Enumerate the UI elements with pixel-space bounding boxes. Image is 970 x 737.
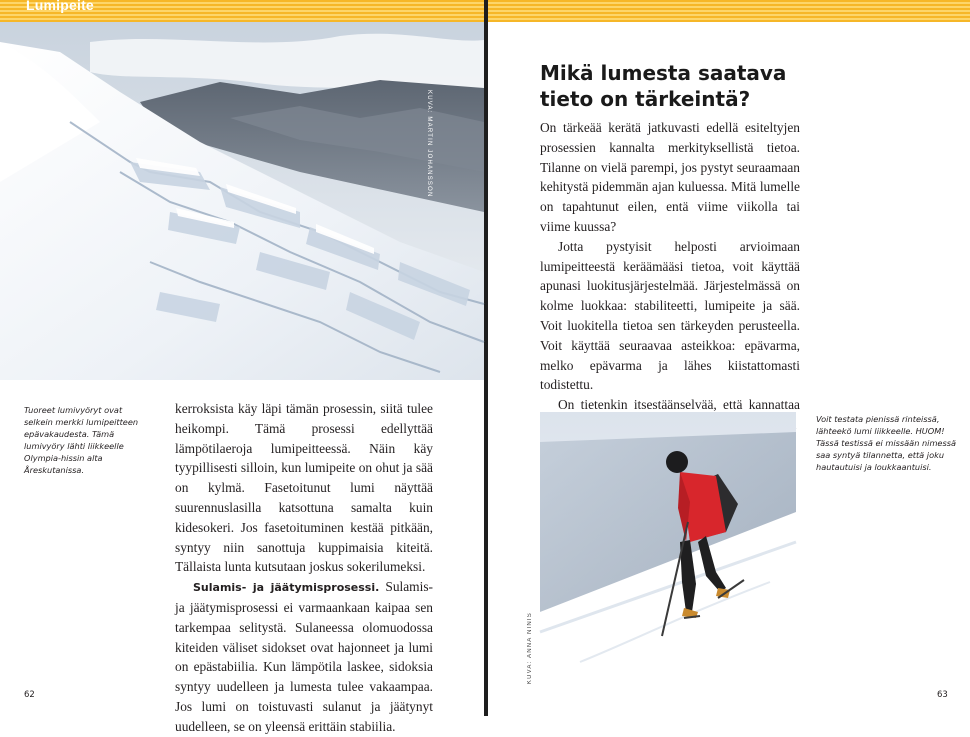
avalanche-photo [0,22,484,380]
skier-illustration [540,412,796,680]
left-paragraph-2-text: Sulamis- ja jäätymisprosessi ei varmaankaan kaipaa sen tarkempaa selitystä. Sulaneessa olomuodossa kiteiden väliset sidokset ovat hajonneet ja lumi on epästabiilia. Kun lämpötila laskee, sidoksia syntyy uudelleen ja lumesta tulee vakaampaa. Jos lumi on toistuvasti sulanut ja jäätynyt uudelleen, se on yleensä erittäin stabiilia. [175,579,433,734]
page-number-left: 62 [24,690,35,700]
avalanche-illustration [0,22,484,380]
page-number-right: 63 [937,690,948,700]
right-paragraph-3: On tietenkin itsestäänselvää, että kannattaa [558,397,800,413]
header-band-right [488,0,970,22]
right-heading: Mikä lumesta saatava tieto on tärkeintä? [540,61,787,111]
right-body-text [540,118,800,435]
left-paragraph-2 [175,577,433,736]
header-band-left [0,0,484,22]
section-title: Lumipeite [26,0,94,13]
caption-left: Tuoreet lumivyöryt ovat selkein merkki lumipeitteen epävakaudesta. Tämä lumivyöry lähti liikkeelle Olympia-hissin alta Åreskutanissa. [24,405,139,475]
photo-credit-bottom: KUVA: ANNA NINIS [527,612,533,685]
skier-photo [540,412,796,680]
right-paragraph-2: Jotta pystyisit helposti arvioimaan lumipeitteestä keräämääsi tietoa, voit käyttää apunasi luokitusjärjestelmää. Järjestelmässä on kolme luokkaa: stabiliteetti, lumipeite ja sää. Voit luokitella tietoa sen tärkeyden perusteella. Voit käyttää seuraavaa asteikkoa: epävarma, melko epävarma ja lähes kiistattomasti todistettu. [540,238,800,393]
caption-right: Voit testata pienissä rinteissä, lähteekö lumi liikkeelle. HUOM! Tässä testissä ei missään nimessä saa syntyä tilannetta, että joku hautautuisi ja loukkaantuisi. [816,414,957,472]
photo-credit-top: KUVA: MARTIN JOHANSSON [426,90,432,198]
left-paragraph-1: kerroksista käy läpi tämän prosessin, siitä tulee heikompi. Tämä prosessi edellyttää lämpötilaeroja lumipeitteessä. Näin käy tyypillisesti silloin, kun lumipeite on ohut ja sää on kylmä. Fasetoitunut lumi näyttää suurennuslasilla katsottuna samalta kuin kidesokeri. Jos fasetoituminen kestää pitkään, syntyy niin sanottuja kuppimaisia kiteitä. Tällaista lunta kutsutaan joskus sokerilumeksi. [175,401,433,575]
left-body-text [175,399,433,737]
right-paragraph-1: On tärkeää kerätä jatkuvasti edellä esiteltyjen prosessien kannalta merkityksellistä tietoa. Tilanne on vielä parempi, jos pystyt seuraamaan kehitystä pidemmän ajan kuluessa. Mitä lumelle on tapahtunut eilen, entä viime viikolla tai viime kuussa? [540,120,800,234]
run-in-heading: Sulamis- ja jäätymisprosessi. [193,581,380,595]
page-gutter [484,0,488,716]
